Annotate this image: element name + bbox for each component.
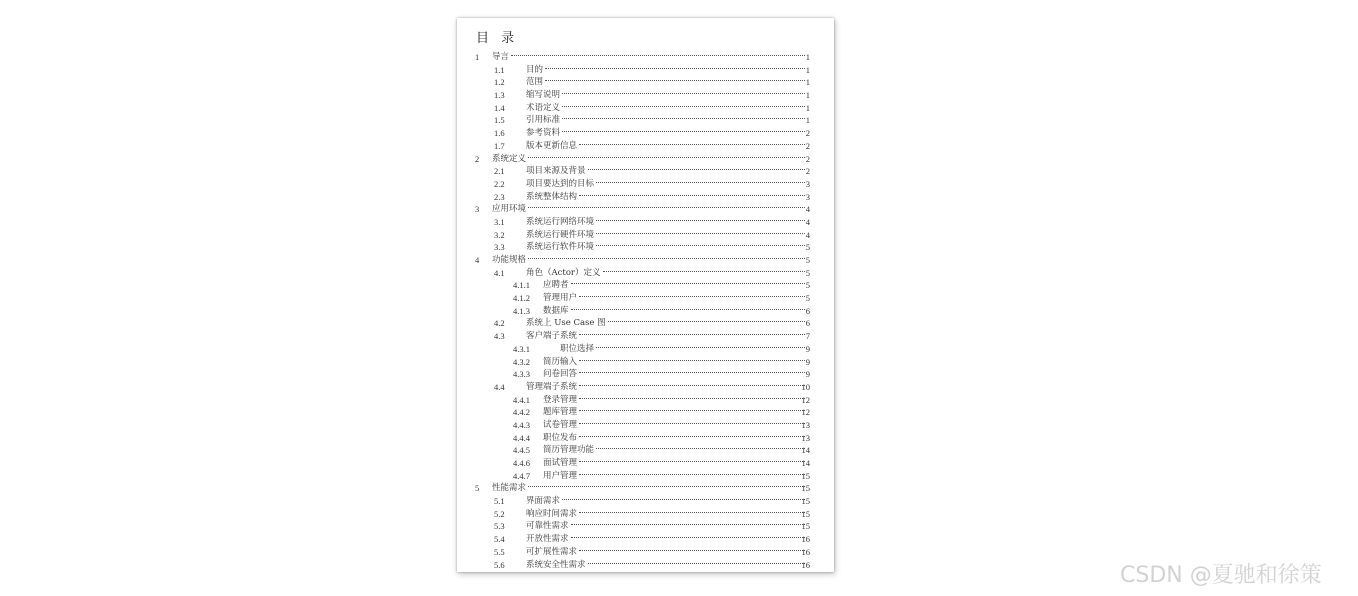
toc-entry-number: 5.4 bbox=[494, 534, 505, 545]
toc-entry-number: 1.3 bbox=[494, 90, 505, 101]
toc-entry-label: 应用环境 bbox=[492, 204, 527, 215]
toc-entry-text bbox=[543, 432, 806, 445]
toc-entry-number: 4.4.3 bbox=[513, 419, 530, 430]
toc-entry-number: 5.3 bbox=[494, 521, 505, 532]
toc-entry-text bbox=[526, 165, 806, 178]
toc-entry[interactable] bbox=[457, 254, 834, 267]
toc-entry[interactable] bbox=[457, 482, 834, 495]
toc-dot-leader bbox=[596, 245, 805, 246]
toc-entry-label: 试卷管理 bbox=[543, 419, 578, 430]
toc-entry-page: 2 bbox=[805, 140, 810, 151]
toc-entry[interactable] bbox=[457, 444, 834, 457]
toc-entry[interactable] bbox=[457, 64, 834, 77]
toc-entry-label: 系统定义 bbox=[492, 153, 527, 164]
toc-entry-label: 版本更新信息 bbox=[526, 140, 578, 151]
toc-entry-text bbox=[526, 559, 806, 572]
toc-entry-number: 4.4.1 bbox=[513, 394, 530, 405]
toc-entry-label: 缩写说明 bbox=[526, 90, 561, 101]
toc-dot-leader bbox=[562, 106, 805, 107]
toc-entry[interactable] bbox=[457, 114, 834, 127]
toc-entry[interactable] bbox=[457, 178, 834, 191]
toc-entry-number: 4.1.2 bbox=[513, 293, 530, 304]
toc-dot-leader bbox=[562, 131, 805, 132]
toc-entry-label: 项目来源及背景 bbox=[526, 166, 586, 177]
toc-entry[interactable] bbox=[457, 520, 834, 533]
toc-entry-text bbox=[492, 482, 806, 495]
toc-entry[interactable] bbox=[457, 165, 834, 178]
toc-entry-text bbox=[526, 508, 806, 521]
toc-entry-label: 数据库 bbox=[543, 305, 569, 316]
toc-entry-label: 响应时间需求 bbox=[526, 508, 578, 519]
toc-entry-label: 可扩展性需求 bbox=[526, 546, 578, 557]
toc-entry-text bbox=[526, 381, 806, 394]
toc-entry-page: 9 bbox=[805, 369, 810, 380]
toc-entry-number: 1.6 bbox=[494, 128, 505, 139]
toc-entry-number: 3.2 bbox=[494, 229, 505, 240]
toc-entry-text bbox=[526, 495, 806, 508]
toc-entry-text bbox=[526, 76, 806, 89]
toc-entry-label: 导言 bbox=[492, 52, 510, 62]
toc-entry-number: 4.3.1 bbox=[513, 343, 530, 354]
toc-dot-leader bbox=[562, 118, 805, 119]
toc-dot-leader bbox=[579, 385, 805, 386]
toc-entry-number: 1.7 bbox=[494, 140, 505, 151]
toc-entry-text bbox=[526, 533, 806, 546]
toc-entry[interactable] bbox=[457, 127, 834, 140]
toc-dot-leader bbox=[596, 220, 805, 221]
toc-entry[interactable] bbox=[457, 343, 834, 356]
toc-entry-label: 系统运行软件环境 bbox=[526, 242, 595, 253]
toc-dot-leader bbox=[579, 360, 805, 361]
watermark: CSDN @夏驰和徐策 bbox=[1120, 563, 1322, 588]
toc-dot-leader bbox=[571, 309, 805, 310]
toc-entry-page: 14 bbox=[801, 445, 810, 456]
toc-entry[interactable] bbox=[457, 394, 834, 407]
toc-entry-number: 4.4 bbox=[494, 381, 505, 392]
toc-entry-text bbox=[543, 444, 806, 457]
toc-entry-label: 用户管理 bbox=[543, 470, 578, 481]
toc-entry-number: 1.4 bbox=[494, 102, 505, 113]
toc-entry-page: 5 bbox=[805, 293, 810, 304]
toc-entry-number: 4.1.3 bbox=[513, 305, 530, 316]
toc-entry-page: 5 bbox=[805, 255, 810, 265]
toc-entry[interactable] bbox=[457, 241, 834, 254]
toc-entry-text bbox=[543, 356, 806, 369]
toc-entry-number: 5.5 bbox=[494, 546, 505, 557]
toc-entry[interactable] bbox=[457, 267, 834, 280]
toc-entry-text bbox=[543, 292, 806, 305]
toc-dot-leader bbox=[579, 410, 805, 411]
toc-entry-label: 简历输入 bbox=[543, 356, 578, 367]
toc-entry-page: 2 bbox=[805, 153, 810, 164]
toc-entry-page: 15 bbox=[801, 483, 810, 494]
toc-entry-label: 系统上 Use Case 图 bbox=[526, 318, 606, 329]
toc-entry[interactable] bbox=[457, 140, 834, 153]
toc-entry-page: 12 bbox=[801, 394, 810, 405]
toc-entry-text bbox=[526, 191, 806, 204]
toc-dot-leader bbox=[596, 233, 805, 234]
toc-entry[interactable] bbox=[457, 470, 834, 483]
toc-entry-page: 1 bbox=[805, 115, 810, 126]
toc-entry-page: 16 bbox=[801, 534, 810, 545]
toc-entry-number: 4.1 bbox=[494, 267, 505, 278]
toc-entry-label: 系统安全性需求 bbox=[526, 559, 586, 570]
toc-entry[interactable] bbox=[457, 546, 834, 559]
toc-entry[interactable] bbox=[457, 102, 834, 115]
toc-entry-label: 角色（Actor）定义 bbox=[526, 267, 601, 278]
toc-entry[interactable] bbox=[457, 406, 834, 419]
toc-entry-label: 系统运行网络环境 bbox=[526, 216, 595, 227]
toc-entry-label: 职位选择 bbox=[560, 343, 595, 354]
toc-entry-page: 5 bbox=[805, 242, 810, 253]
toc-entry-page: 6 bbox=[805, 305, 810, 316]
toc-entry[interactable] bbox=[457, 229, 834, 242]
toc-entry-text bbox=[526, 229, 806, 242]
toc-entry-page: 16 bbox=[801, 546, 810, 557]
toc-dot-leader bbox=[528, 207, 805, 208]
toc-entry-label: 开放性需求 bbox=[526, 534, 569, 545]
toc-dot-leader bbox=[571, 524, 805, 525]
toc-entry-label: 题库管理 bbox=[543, 407, 578, 418]
toc-entry-number: 5 bbox=[475, 483, 480, 494]
toc-entry-number: 4.3.2 bbox=[513, 356, 530, 367]
toc-entry-text bbox=[543, 470, 806, 483]
toc-entry[interactable] bbox=[457, 559, 834, 572]
toc-dot-leader bbox=[571, 537, 805, 538]
toc-dot-leader bbox=[588, 169, 805, 170]
toc-entry-text bbox=[526, 102, 806, 115]
toc-entry-page: 14 bbox=[801, 458, 810, 468]
toc-entry-label: 可靠性需求 bbox=[526, 521, 569, 532]
toc-entry-label: 管理用户 bbox=[543, 293, 578, 304]
toc-entry-label: 客户端子系统 bbox=[526, 331, 578, 342]
toc-entry-page: 15 bbox=[801, 508, 810, 519]
toc-dot-leader bbox=[545, 80, 805, 81]
toc-entry-label: 目的 bbox=[526, 64, 544, 75]
toc-entry[interactable] bbox=[457, 495, 834, 508]
toc-entry-text bbox=[543, 457, 806, 470]
toc-entry[interactable] bbox=[457, 419, 834, 432]
toc-entry-text bbox=[543, 419, 806, 432]
toc-entry[interactable] bbox=[457, 330, 834, 343]
toc-entry-page: 4 bbox=[805, 204, 810, 215]
toc-dot-leader bbox=[579, 398, 805, 399]
toc-entry-text bbox=[526, 114, 806, 127]
toc-entry[interactable] bbox=[457, 216, 834, 229]
toc-entry-page: 1 bbox=[805, 102, 810, 113]
toc-dot-leader bbox=[562, 499, 805, 500]
toc-entry-page: 6 bbox=[805, 318, 810, 329]
toc-entry[interactable] bbox=[457, 457, 834, 470]
toc-entry-page: 2 bbox=[805, 128, 810, 139]
toc-entry-label: 面试管理 bbox=[543, 458, 578, 468]
toc-entry-number: 4.3 bbox=[494, 331, 505, 342]
toc-dot-leader bbox=[596, 347, 805, 348]
toc-entry-page: 9 bbox=[805, 343, 810, 354]
toc-entry[interactable] bbox=[457, 317, 834, 330]
toc-entry[interactable] bbox=[457, 203, 834, 216]
toc-entry-text bbox=[526, 546, 806, 559]
toc-dot-leader bbox=[588, 563, 805, 564]
toc-entry-text bbox=[526, 140, 806, 153]
toc-entry-page: 1 bbox=[805, 64, 810, 75]
toc-entry-page: 1 bbox=[805, 77, 810, 88]
toc-entry-page: 4 bbox=[805, 229, 810, 240]
toc-entry-label: 项目要达到的目标 bbox=[526, 178, 595, 189]
toc-entry-page: 5 bbox=[805, 267, 810, 278]
toc-entry-page: 4 bbox=[805, 216, 810, 227]
toc-entry-label: 参考资料 bbox=[526, 128, 561, 139]
toc-entry-label: 术语定义 bbox=[526, 102, 561, 113]
toc-entry[interactable] bbox=[457, 292, 834, 305]
toc-entry-text bbox=[526, 216, 806, 229]
toc-entry-label: 系统运行硬件环境 bbox=[526, 229, 595, 240]
toc-entry-number: 2.2 bbox=[494, 178, 505, 189]
toc-dot-leader bbox=[511, 55, 805, 56]
toc-entry-text bbox=[526, 89, 806, 102]
toc-entry[interactable] bbox=[457, 279, 834, 292]
toc-entry[interactable] bbox=[457, 51, 834, 64]
toc-entry-page: 16 bbox=[801, 559, 810, 570]
toc-entry-number: 2 bbox=[475, 153, 480, 164]
toc-entry-number: 2.1 bbox=[494, 166, 505, 177]
toc-entry-text bbox=[560, 343, 806, 356]
toc-entry-number: 2.3 bbox=[494, 191, 505, 202]
toc-entry-page: 13 bbox=[801, 419, 810, 430]
toc-entry[interactable] bbox=[457, 533, 834, 546]
toc-entry[interactable] bbox=[457, 89, 834, 102]
toc-entry-number: 4.4.4 bbox=[513, 432, 530, 443]
toc-entry-number: 1.2 bbox=[494, 77, 505, 88]
toc-entry-page: 15 bbox=[801, 496, 810, 507]
toc-entry-text bbox=[526, 241, 806, 254]
toc-dot-leader bbox=[571, 283, 805, 284]
toc-dot-leader bbox=[579, 461, 805, 462]
table-of-contents bbox=[457, 51, 834, 571]
toc-entry-label: 管理端子系统 bbox=[526, 381, 578, 392]
toc-dot-leader bbox=[562, 93, 805, 94]
toc-entry-number: 1.1 bbox=[494, 64, 505, 75]
toc-dot-leader bbox=[596, 448, 805, 449]
toc-entry-page: 3 bbox=[805, 178, 810, 189]
toc-entry-label: 问卷回答 bbox=[543, 369, 578, 380]
toc-entry[interactable] bbox=[457, 432, 834, 445]
toc-entry-number: 5.1 bbox=[494, 496, 505, 507]
toc-entry-number: 4.2 bbox=[494, 318, 505, 329]
toc-entry-number: 4.4.5 bbox=[513, 445, 530, 456]
toc-dot-leader bbox=[579, 436, 805, 437]
toc-entry[interactable] bbox=[457, 191, 834, 204]
toc-entry-page: 13 bbox=[801, 432, 810, 443]
toc-entry-number: 3.3 bbox=[494, 242, 505, 253]
toc-entry-text bbox=[526, 520, 806, 533]
toc-entry-label: 功能规格 bbox=[492, 255, 527, 265]
toc-entry-text bbox=[543, 406, 806, 419]
toc-entry-label: 系统整体结构 bbox=[526, 191, 578, 202]
toc-dot-leader bbox=[579, 296, 805, 297]
toc-entry-text bbox=[526, 178, 806, 191]
toc-dot-leader bbox=[528, 258, 805, 259]
toc-dot-leader bbox=[579, 512, 805, 513]
toc-entry-page: 2 bbox=[805, 166, 810, 177]
toc-entry-number: 4.3.3 bbox=[513, 369, 530, 380]
toc-entry-text bbox=[492, 153, 806, 166]
toc-entry-label: 简历管理功能 bbox=[543, 445, 595, 456]
toc-entry-text bbox=[526, 330, 806, 343]
toc-entry-number: 4.4.7 bbox=[513, 470, 530, 481]
toc-entry-text bbox=[492, 51, 806, 64]
toc-entry-page: 12 bbox=[801, 407, 810, 418]
toc-entry-page: 7 bbox=[805, 331, 810, 342]
toc-entry-label: 引用标准 bbox=[526, 115, 561, 126]
toc-entry-label: 应聘者 bbox=[543, 280, 569, 291]
toc-entry-page: 15 bbox=[801, 470, 810, 481]
toc-entry-text bbox=[543, 394, 806, 407]
toc-entry-text bbox=[526, 127, 806, 140]
toc-entry-number: 4.4.6 bbox=[513, 458, 530, 468]
toc-dot-leader bbox=[528, 486, 805, 487]
toc-dot-leader bbox=[579, 423, 805, 424]
toc-entry[interactable] bbox=[457, 368, 834, 381]
toc-entry-text bbox=[526, 317, 806, 330]
toc-entry-text bbox=[492, 254, 806, 267]
toc-entry-text bbox=[492, 203, 806, 216]
toc-title: 目 录 bbox=[476, 31, 519, 46]
toc-entry-number: 3.1 bbox=[494, 216, 505, 227]
toc-dot-leader bbox=[579, 195, 805, 196]
toc-entry-number: 4.1.1 bbox=[513, 280, 530, 291]
toc-entry-text bbox=[543, 368, 806, 381]
toc-dot-leader bbox=[596, 182, 805, 183]
toc-dot-leader bbox=[603, 271, 806, 272]
toc-entry-page: 1 bbox=[805, 52, 810, 62]
toc-entry-number: 5.6 bbox=[494, 559, 505, 570]
toc-entry-page: 10 bbox=[801, 381, 810, 392]
toc-dot-leader bbox=[608, 321, 805, 322]
toc-entry[interactable] bbox=[457, 356, 834, 369]
toc-entry[interactable] bbox=[457, 381, 834, 394]
toc-entry-text bbox=[526, 64, 806, 77]
toc-entry-label: 界面需求 bbox=[526, 496, 561, 507]
toc-entry-page: 15 bbox=[801, 521, 810, 532]
toc-entry-text bbox=[543, 279, 806, 292]
toc-dot-leader bbox=[528, 157, 805, 158]
toc-entry-label: 范围 bbox=[526, 77, 544, 88]
toc-entry-number: 4 bbox=[475, 255, 480, 265]
toc-entry-text bbox=[543, 305, 806, 318]
toc-entry-number: 3 bbox=[475, 204, 480, 215]
toc-entry-number: 5.2 bbox=[494, 508, 505, 519]
toc-entry-label: 登录管理 bbox=[543, 394, 578, 405]
toc-entry-page: 9 bbox=[805, 356, 810, 367]
toc-dot-leader bbox=[579, 144, 805, 145]
toc-entry-page: 1 bbox=[805, 90, 810, 101]
toc-entry[interactable] bbox=[457, 305, 834, 318]
toc-entry[interactable] bbox=[457, 76, 834, 89]
toc-dot-leader bbox=[579, 372, 805, 373]
toc-dot-leader bbox=[579, 474, 805, 475]
toc-entry[interactable] bbox=[457, 153, 834, 166]
toc-entry-label: 职位发布 bbox=[543, 432, 578, 443]
toc-entry-number: 1 bbox=[475, 52, 480, 62]
toc-entry-text bbox=[526, 267, 806, 280]
toc-entry-page: 3 bbox=[805, 191, 810, 202]
toc-dot-leader bbox=[579, 550, 805, 551]
toc-entry-number: 1.5 bbox=[494, 115, 505, 126]
toc-entry-page: 5 bbox=[805, 280, 810, 291]
toc-entry[interactable] bbox=[457, 508, 834, 521]
toc-dot-leader bbox=[545, 68, 805, 69]
toc-entry-label: 性能需求 bbox=[492, 483, 527, 494]
toc-entry-number: 4.4.2 bbox=[513, 407, 530, 418]
document-page bbox=[457, 18, 834, 572]
toc-dot-leader bbox=[579, 334, 805, 335]
